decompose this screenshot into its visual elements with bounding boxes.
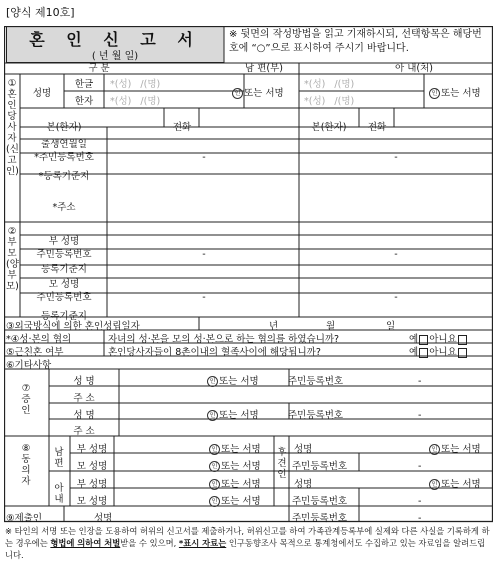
header-husband: 남 편(부) [245,63,283,74]
father-registry-label: 등록기준지 [41,264,87,275]
form-number: [양식 제10호] [6,6,75,19]
guardian1-rrn-dash: - [418,461,422,472]
seal-icon: 인 [209,461,220,472]
checkbox-icon[interactable] [419,335,428,345]
month-label: 월 [326,321,336,332]
guardian2-rrn-label: 주민등록번호 [292,496,348,507]
address-label: *주소 [52,202,76,213]
seal-icon: 인 [429,479,440,490]
consent-h-mother-label: 모 성명 [76,461,108,472]
registry-label: *등록기준지 [38,171,90,182]
section9-label: ⑨제출인 [6,513,43,524]
instruction-notice: ※ 뒷면의 작성방법을 읽고 기재하시되, 선택항목은 해당번호에 “○”으로 표시하여 주시기 바랍니다. [229,29,482,54]
consent-sign-4[interactable]: 인 또는 서명 [209,496,261,507]
birth-label: 출생연월일 [41,139,87,150]
seal-icon: 인 [209,444,220,455]
section5-question: 혼인당사자들이 8촌이내의 혈족사이에 해당됩니까? [108,347,321,358]
witness1-rrn-dash: - [418,376,422,387]
section3-label: ③외국방식에 의한 혼인성립일자 [6,321,140,332]
section5-label: ⑤근친혼 여부 [6,347,64,358]
father-name-label: 부 성명 [48,236,80,247]
wife-consent-label: 아내 [54,483,64,505]
witness2-sign[interactable]: 인 또는 서명 [207,410,259,421]
day-label: 일 [386,321,396,332]
rrn-label: *주민등록번호 [34,152,94,163]
consent-h-father-label: 부 성명 [76,444,108,455]
husband-consent-label: 남편 [54,447,64,469]
guardian2-sign[interactable]: 인 또는 서명 [429,479,481,490]
witness2-rrn-label: 주민등록번호 [288,410,344,421]
consent-w-father-label: 부 성명 [76,479,108,490]
section4-question: 자녀의 성·본을 모의 성·본으로 하는 협의를 하였습니까? [108,334,340,345]
witness2-rrn-dash: - [418,410,422,421]
consent-sign-1[interactable]: 인 또는 서명 [209,444,261,455]
seal-icon: 인 [209,479,220,490]
form-date-line: ( 년 월 일) [91,51,139,62]
witness1-address-label: 주 소 [73,393,95,404]
form-title: 혼 인 신 고 서 [29,30,201,49]
submitter-name-label: 성명 [94,513,113,524]
witness1-rrn-label: 주민등록번호 [288,376,344,387]
checkbox-icon[interactable] [419,348,428,358]
name-label-1: 성명 [32,88,52,99]
mother-rrn-label: 주민등록번호 [36,292,92,303]
checkbox-icon[interactable] [458,348,467,358]
section7-label: ⑦증인 [21,383,31,416]
husband-mother-rrn-dash: - [202,292,206,303]
mother-name-label: 모 성명 [48,279,80,290]
consent-sign-2[interactable]: 인 또는 서명 [209,461,261,472]
guardian2-rrn-dash: - [418,496,422,507]
guardian-label: 후견인 [277,447,287,480]
witness1-sign[interactable]: 인 또는 서명 [207,376,259,387]
submitter-rrn-dash: - [418,513,422,524]
section4-options[interactable]: 예 아니요 [409,334,468,345]
husband-father-rrn-dash: - [202,249,206,260]
guardian1-rrn-label: 주민등록번호 [292,461,348,472]
consent-w-mother-label: 모 성명 [76,496,108,507]
witness2-address-label: 주 소 [73,426,95,437]
mother-registry-label: 등록기준지 [41,311,87,322]
husband-hangul-input[interactable]: *(성) /(명) [110,79,161,90]
header-wife: 아 내(처) [395,63,433,74]
wife-hanja-input[interactable]: *(성) /(명) [304,96,355,107]
husband-hanja-input[interactable]: *(성) /(명) [110,96,161,107]
wife-father-rrn-dash: - [394,249,398,260]
guardian2-name-label: 성명 [294,479,313,490]
witness2-name-label: 성 명 [73,410,95,421]
section4-label: *④성·본의 협의 [6,334,72,345]
witness1-name-label: 성 명 [73,376,95,387]
form-table [4,63,493,522]
submitter-rrn-label: 주민등록번호 [292,513,348,524]
seal-icon: 인 [232,88,243,99]
bon-label-wife: 본(한자) [311,122,347,133]
footnote: ※ 타인의 서명 또는 인장을 도용하여 허위의 신고서를 제출하거나, 허위신고를 하여 가족관계등록부에 실제와 다른 사실을 기록하게 하는 경우에는 형법에 의하여 처벌받을 수 있으며, *표시 자료는 인구동향조사 목적으로 통계청에서도 수집하고 있는 자료임을 알려드립니다. [5,526,490,560]
section5-options[interactable]: 예 아니요 [409,347,468,358]
phone-label-wife: 전화 [367,122,387,133]
seal-icon: 인 [207,376,218,387]
header-gubun: 구 분 [88,63,110,74]
father-rrn-label: 주민등록번호 [36,249,92,260]
section8-label: ⑧동의자 [21,443,31,487]
year-label: 년 [269,321,279,332]
wife-hangul-input[interactable]: *(성) /(명) [304,79,355,90]
guardian1-sign[interactable]: 인 또는 서명 [429,444,481,455]
checkbox-icon[interactable] [458,335,467,345]
consent-sign-3[interactable]: 인 또는 서명 [209,479,261,490]
section1-label: ①혼인당사자(신고인) [6,78,19,177]
hangul-label-1: 한글 [74,79,94,90]
husband-sign[interactable]: 인 또는 서명 [232,88,284,99]
section6-label: ⑥기타사항 [6,360,52,371]
wife-sign[interactable]: 인 또는 서명 [429,88,481,99]
guardian1-name-label: 성명 [294,444,313,455]
seal-icon: 인 [429,88,440,99]
husband-rrn-dash: - [202,152,206,163]
wife-mother-rrn-dash: - [394,292,398,303]
seal-icon: 인 [209,496,220,507]
seal-icon: 인 [207,410,218,421]
seal-icon: 인 [429,444,440,455]
section2-label: ②부모(양부모) [6,226,19,292]
phone-label-husband: 전화 [172,122,192,133]
hanja-label-1: 한자 [74,96,94,107]
wife-rrn-dash: - [394,152,398,163]
bon-label-husband: 본(한자) [46,122,82,133]
